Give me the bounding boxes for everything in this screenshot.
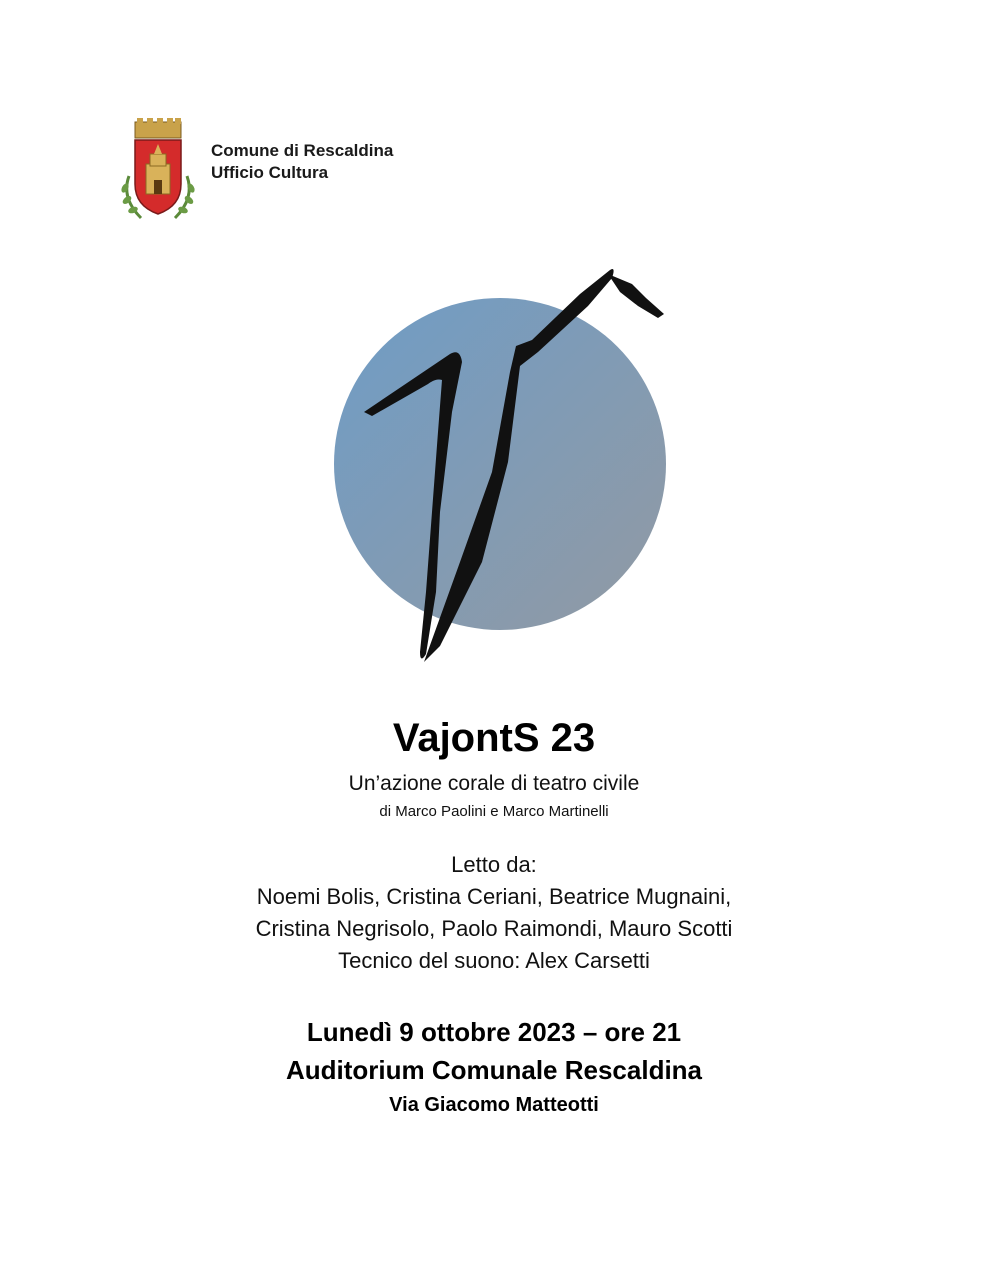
sound-technician: Tecnico del suono: Alex Carsetti xyxy=(338,948,650,973)
cast-block xyxy=(0,849,988,977)
cast-line-2: Cristina Negrisolo, Paolo Raimondi, Mauro Scotti xyxy=(255,916,733,941)
organization-name xyxy=(211,140,393,184)
cast-heading: Letto da: xyxy=(451,852,537,877)
event-authors: di Marco Paolini e Marco Martinelli xyxy=(379,803,609,820)
cast-line-1: Noemi Bolis, Cristina Ceriani, Beatrice Mugnaini, xyxy=(256,884,732,909)
event-date-time: Lunedì 9 ottobre 2023 – ore 21 xyxy=(306,1017,682,1047)
org-line-ufficio: Ufficio Cultura xyxy=(211,163,329,182)
event-title: VajontS 23 xyxy=(392,716,596,760)
event-address: Via Giacomo Matteotti xyxy=(389,1094,599,1116)
event-subtitle: Un’azione corale di teatro civile xyxy=(348,772,640,795)
municipal-crest-icon xyxy=(115,118,201,226)
event-venue: Auditorium Comunale Rescaldina xyxy=(285,1055,703,1085)
vajont-brush-v-logo-icon xyxy=(320,262,680,672)
header xyxy=(115,118,455,228)
org-line-comune: Comune di Rescaldina xyxy=(211,141,394,160)
event-details xyxy=(0,1013,988,1121)
